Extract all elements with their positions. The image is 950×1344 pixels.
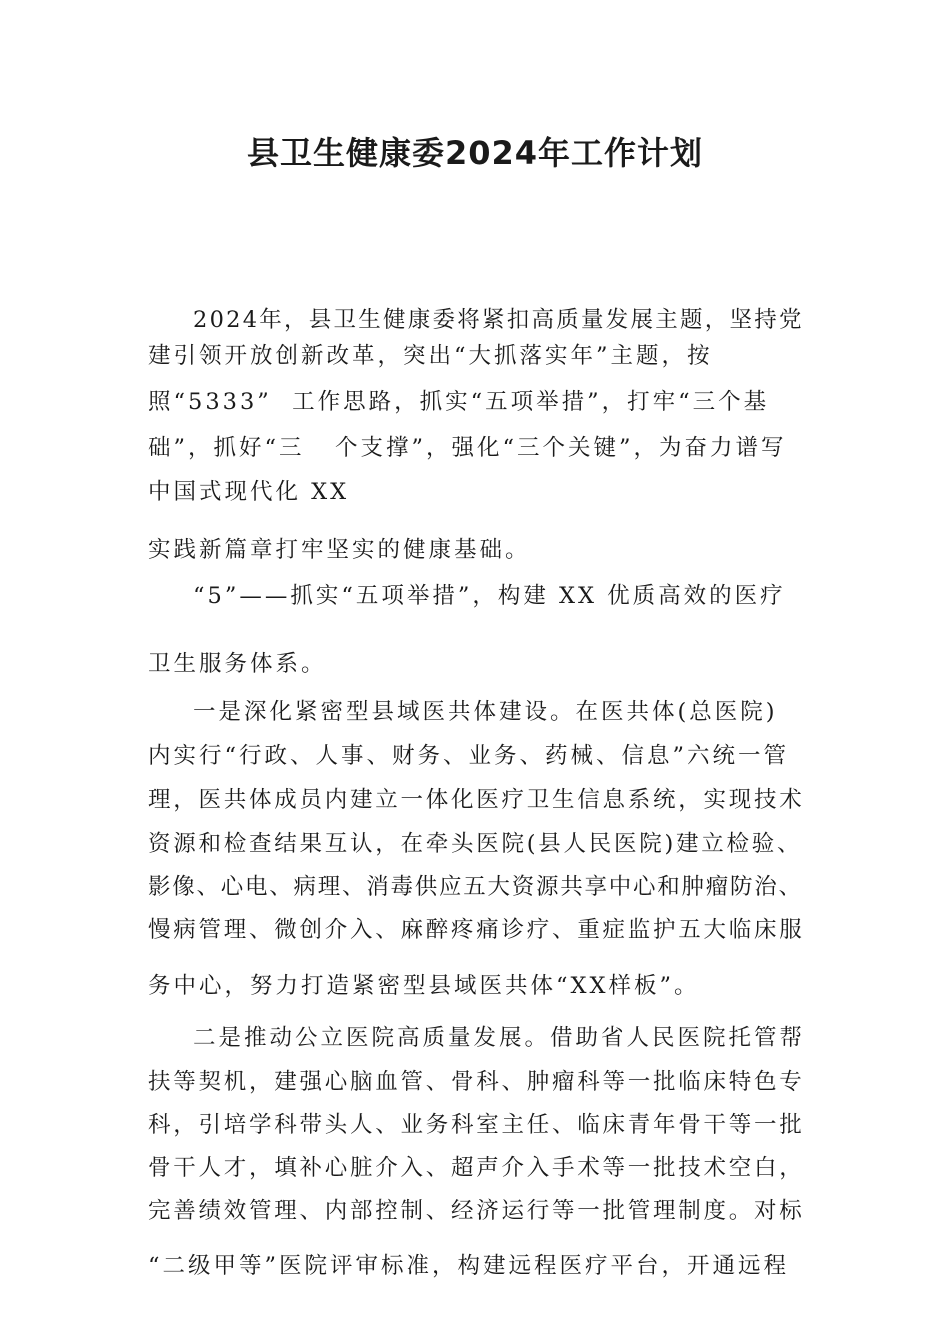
paragraph-line: 卫生服务体系。: [148, 651, 327, 677]
paragraph-line: 骨干人才，填补心脏介入、超声介入手术等一批技术空白，: [148, 1155, 805, 1181]
paragraph-line: 理，医共体成员内建立一体化医疗卫生信息系统，实现技术: [148, 787, 805, 813]
paragraph-line: 建引领开放创新改革，突出“大抓落实年”主题，按: [148, 343, 713, 369]
paragraph-line: 务中心，努力打造紧密型县域医共体“XX样板”。: [148, 973, 700, 999]
paragraph-line: “5”——抓实“五项举措”，构建 XX 优质高效的医疗: [193, 583, 786, 609]
paragraph-line: 资源和检查结果互认，在牵头医院(县人民医院)建立检验、: [148, 831, 803, 857]
document-title: 县卫生健康委2024年工作计划: [246, 134, 704, 172]
paragraph-line: 中国式现代化 XX: [148, 479, 350, 505]
paragraph-line: 一是深化紧密型县域医共体建设。在医共体(总医院): [193, 699, 778, 725]
paragraph-line: 完善绩效管理、内部控制、经济运行等一批管理制度。对标: [148, 1198, 805, 1224]
paragraph-line: 慢病管理、微创介入、麻醉疼痛诊疗、重症监护五大临床服: [148, 917, 805, 943]
paragraph-line: 础”，抓好“三 个支撑”，强化“三个关键”，为奋力谱写: [148, 435, 787, 461]
paragraph-line: 二是推动公立医院高质量发展。借助省人民医院托管帮: [193, 1025, 806, 1051]
paragraph-line: 影像、心电、病理、消毒供应五大资源共享中心和肿瘤防治、: [148, 874, 803, 900]
paragraph-line: 扶等契机，建强心脑血管、骨科、肿瘤科等一批临床特色专: [148, 1069, 805, 1095]
paragraph-line: 照“5333” 工作思路，抓实“五项举措”，打牢“三个基: [148, 389, 770, 415]
paragraph-line: 2024年，县卫生健康委将紧扣高质量发展主题，坚持党: [193, 307, 804, 333]
paragraph-line: 科，引培学科带头人、业务科室主任、临床青年骨干等一批: [148, 1112, 805, 1138]
paragraph-line: 实践新篇章打牢坚实的健康基础。: [148, 537, 531, 563]
paragraph-line: 内实行“行政、人事、财务、业务、药械、信息”六统一管: [148, 743, 790, 769]
paragraph-line: “二级甲等”医院评审标准，构建远程医疗平台，开通远程: [148, 1253, 790, 1279]
